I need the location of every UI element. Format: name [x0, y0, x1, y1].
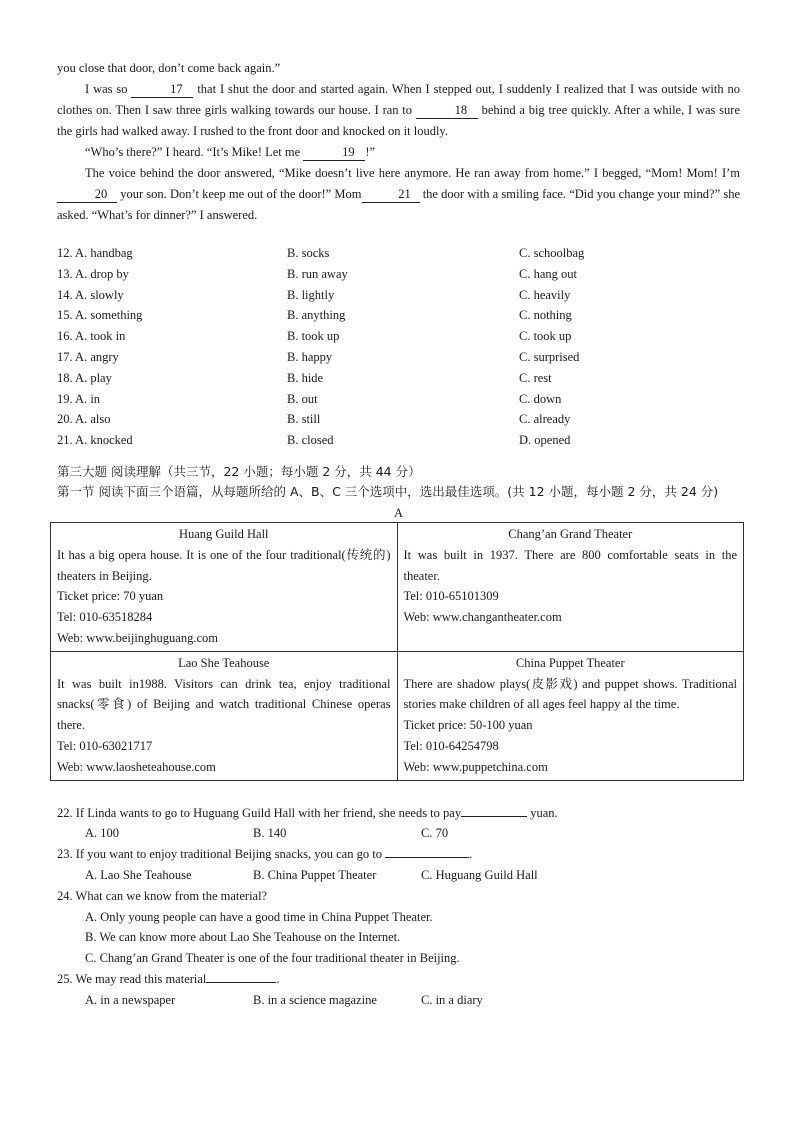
option-c: C. heavily — [519, 287, 571, 302]
option-row — [57, 389, 740, 410]
passage-text: The voice behind the door answered, “Mike doesn’t live here anymore. He ran away from home.” I begged, “Mom! Mom! I’m — [85, 166, 740, 180]
option-b: B. hide — [287, 370, 324, 385]
answer-options — [57, 990, 740, 1011]
cell-ticket: Ticket price: 50-100 yuan — [403, 718, 533, 733]
info-table — [50, 522, 744, 781]
cloze-options — [57, 243, 740, 451]
question-stem: . — [276, 971, 280, 986]
cell-desc: There are shadow plays(皮影戏) and puppet shows. Traditional stories make children of all ages feel happy al the time. — [403, 676, 737, 712]
option-c: C. schoolbag — [519, 246, 585, 260]
option-b: B. lightly — [287, 287, 335, 302]
passage-line: you close that door, don’t come back again.” — [57, 61, 281, 75]
answer-a: A. Lao She Teahouse — [85, 867, 192, 882]
option-a: 17. A. angry — [57, 349, 119, 364]
option-row — [57, 326, 740, 347]
cell-desc: It has a big opera house. It is one of the four traditional(传统的) theaters in Beijing. — [57, 547, 391, 583]
section-title: 第三大题 阅读理解（共三节，22 小题；每小题 2 分，共 44 分） — [57, 463, 421, 479]
exam-page — [57, 58, 740, 1011]
passage-text: that I shut the door and started again. When I stepped out, I suddenly I realized that I was outside with no clothes on. Then I saw three girls walking towards our house. I ran to — [57, 82, 740, 117]
option-row — [57, 264, 740, 285]
cell-title: China Puppet Theater — [515, 655, 625, 670]
answer-blank — [385, 844, 469, 858]
passage-text: your son. Don’t keep me out of the door!” Mom — [117, 187, 362, 201]
option-c: C. surprised — [519, 349, 580, 364]
option-a: 20. A. also — [57, 412, 111, 427]
blank-19: 19 — [303, 144, 365, 161]
option-c: C. already — [519, 412, 571, 427]
option-a: 14. A. slowly — [57, 287, 124, 302]
blank-20: 20 — [57, 186, 117, 203]
passage-text: I was so — [85, 82, 132, 96]
option-a: 15. A. something — [57, 308, 143, 323]
section-heading — [57, 462, 740, 502]
cell-tel: Tel: 010-63518284 — [57, 610, 153, 625]
option-row — [57, 243, 740, 264]
option-d: D. opened — [519, 433, 571, 448]
cell-title: Chang’an Grand Theater — [508, 526, 633, 541]
cell-tel: Tel: 010-65101309 — [403, 589, 499, 604]
question-23 — [57, 844, 740, 865]
option-row — [57, 368, 740, 389]
option-b: B. closed — [287, 433, 334, 448]
answer-a: A. 100 — [85, 826, 120, 841]
passage-text: behind a big tree quickly. After a while, I was sure the girls had walked away. I rushed to the front door and knocked on it loudly. — [57, 103, 740, 138]
cell-desc: It was built in 1937. There are 800 comfortable seats in the theater. — [403, 547, 737, 583]
answer-c: C. 70 — [421, 826, 449, 841]
cell-web: Web: www.changantheater.com — [403, 610, 562, 625]
cell-desc: It was built in1988. Visitors can drink tea, enjoy traditional snacks(零食) of Beijing and watch traditional Chinese operas there. — [57, 676, 391, 733]
answer-b: B. China Puppet Theater — [253, 867, 377, 882]
question-24: 24. What can we know from the material? — [57, 888, 268, 903]
cell-title: Huang Guild Hall — [178, 526, 269, 541]
option-b: B. happy — [287, 349, 333, 364]
option-c: C. hang out — [519, 266, 577, 281]
passage-text: the door with a smiling face. “Did you change your mind?” she asked. “What’s for dinner?” I answered. — [57, 187, 741, 222]
answer-options — [57, 865, 740, 886]
section-instructions: 第一节 阅读下面三个语篇，从每题所给的 A、B、C 三个选项中，选出最佳选项。(共 12 小题，每小题 2 分，共 24 分) — [57, 483, 719, 499]
blank-21: 21 — [362, 186, 420, 203]
answer-a: A. Only young people can have a good time in China Puppet Theater. — [85, 909, 433, 924]
answer-options — [57, 823, 740, 844]
option-b: B. run away — [287, 266, 348, 281]
question-25 — [57, 969, 740, 990]
passage-text: !” — [365, 145, 376, 159]
cell-ticket: Ticket price: 70 yuan — [57, 589, 164, 604]
passage-paragraph — [57, 79, 740, 142]
cell-web: Web: www.laosheteahouse.com — [57, 759, 216, 774]
option-row — [57, 285, 740, 306]
option-b: B. still — [287, 412, 321, 427]
option-c: C. nothing — [519, 308, 572, 323]
answer-c: C. Huguang Guild Hall — [421, 867, 538, 882]
cell-tel: Tel: 010-63021717 — [57, 738, 153, 753]
passage-text: “Who’s there?” I heard. “It’s Mike! Let me — [85, 145, 304, 159]
option-row — [57, 305, 740, 326]
answer-b: B. We can know more about Lao She Teahouse on the Internet. — [85, 930, 401, 945]
table-cell-laoshe — [51, 651, 398, 780]
cloze-passage — [57, 58, 740, 226]
question-stem: . — [469, 847, 473, 862]
answer-blank — [461, 803, 527, 817]
table-row — [51, 651, 744, 780]
question-stem: 23. If you want to enjoy traditional Beijing snacks, you can go to — [57, 847, 386, 862]
passage-paragraph — [57, 163, 740, 226]
answer-blank — [206, 969, 276, 983]
question-22 — [57, 803, 740, 824]
passage-paragraph — [57, 142, 740, 163]
blank-18: 18 — [416, 102, 478, 119]
option-row — [57, 409, 740, 430]
option-row — [57, 347, 740, 368]
table-row — [51, 522, 744, 651]
answer-a: A. in a newspaper — [85, 992, 176, 1007]
question-stem: 22. If Linda wants to go to Huguang Guild Hall with her friend, she needs to pay — [57, 805, 462, 820]
option-row — [57, 430, 740, 451]
answer-b: B. 140 — [253, 826, 287, 841]
answer-c: C. Chang’an Grand Theater is one of the four traditional theater in Beijing. — [85, 951, 460, 966]
option-b: B. anything — [287, 308, 346, 323]
option-a: 13. A. drop by — [57, 266, 129, 281]
option-c: C. down — [519, 391, 562, 406]
table-cell-changan — [397, 522, 744, 651]
passage-label: A — [393, 505, 404, 520]
table-cell-huang — [51, 522, 398, 651]
option-a: 12. A. handbag — [57, 246, 133, 260]
option-c: C. rest — [519, 370, 552, 385]
option-a: 16. A. took in — [57, 329, 126, 344]
option-b: B. took up — [287, 329, 340, 344]
option-a: 21. A. knocked — [57, 433, 133, 448]
answer-b: B. in a science magazine — [253, 992, 377, 1007]
option-a: 18. A. play — [57, 370, 112, 385]
option-c: C. took up — [519, 329, 572, 344]
cell-tel: Tel: 010-64254798 — [403, 738, 499, 753]
option-b: B. out — [287, 391, 318, 406]
blank-17: 17 — [131, 81, 193, 98]
question-stem: 25. We may read this material — [57, 971, 207, 986]
questions — [57, 803, 740, 1011]
answer-c: C. in a diary — [421, 992, 483, 1007]
cell-title: Lao She Teahouse — [178, 655, 270, 670]
cell-web: Web: www.puppetchina.com — [403, 759, 548, 774]
option-a: 19. A. in — [57, 391, 101, 406]
option-b: B. socks — [287, 246, 330, 260]
question-stem: yuan. — [527, 805, 558, 820]
cell-web: Web: www.beijinghuguang.com — [57, 630, 218, 645]
table-cell-puppet — [397, 651, 744, 780]
